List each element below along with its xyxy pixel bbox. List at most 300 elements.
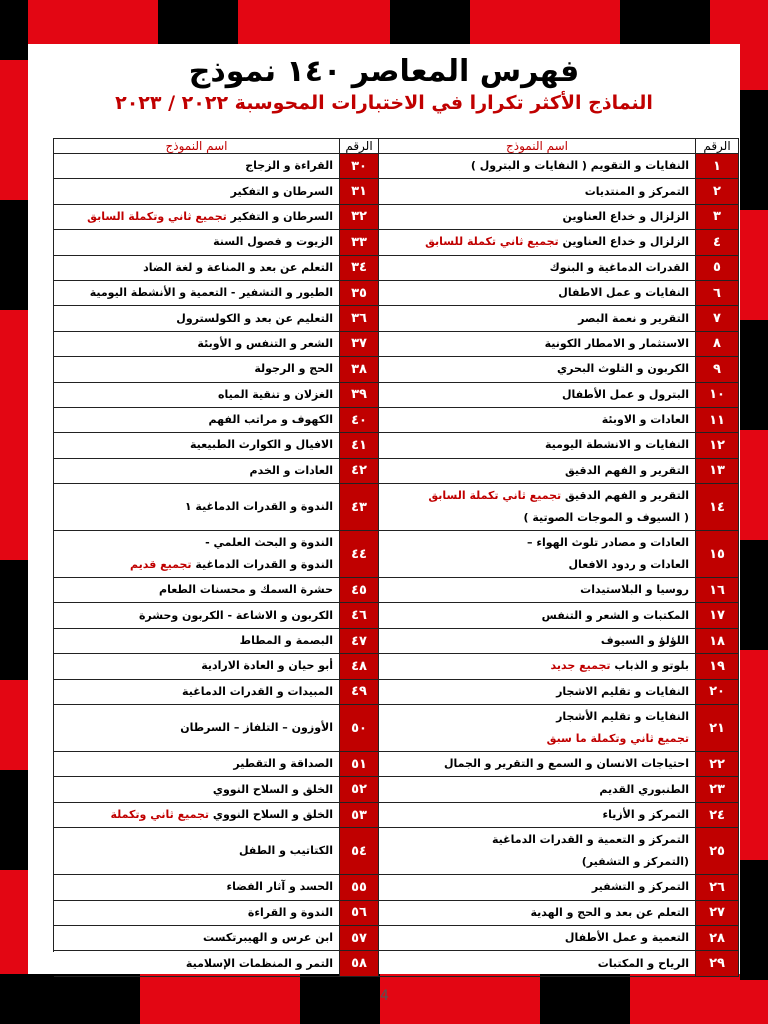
row-number: ٦ (695, 281, 739, 305)
model-name-line (383, 851, 689, 873)
model-title: بلوتو و الذباب (614, 659, 689, 673)
model-name-line (58, 496, 333, 518)
model-title: العادات و الخدم (249, 463, 333, 477)
model-name-line (58, 155, 333, 177)
table-row (54, 179, 379, 204)
row-number: ٤٥ (339, 578, 379, 602)
model-title: التقرير و الفهم الدقيق (564, 489, 689, 503)
border-stripe (0, 770, 28, 870)
row-model-name (54, 332, 339, 356)
header-number: الرقم (339, 139, 379, 153)
row-number: ١٠ (695, 383, 739, 407)
model-name-line (383, 308, 689, 330)
row-model-name (379, 752, 695, 776)
model-title: الطنبوري القديم (599, 782, 689, 796)
table-row (54, 578, 379, 603)
model-name-line (58, 605, 333, 627)
row-number: ٣٥ (339, 281, 379, 305)
row-model-name (379, 926, 695, 950)
table-row (54, 828, 379, 875)
model-name-line (383, 409, 689, 431)
table-row (379, 901, 739, 926)
row-model-name (379, 603, 695, 627)
row-model-name (379, 680, 695, 704)
header-name: اسم النموذج (505, 139, 569, 153)
table-row (379, 705, 739, 752)
row-number: ٢٨ (695, 926, 739, 950)
row-number: ٤٣ (339, 484, 379, 530)
row-number: ١٦ (695, 578, 739, 602)
model-title: الخلق و السلاح النووي (212, 782, 333, 796)
border-stripe (740, 540, 768, 650)
row-number: ٤ (695, 230, 739, 254)
row-model-name (379, 531, 695, 577)
model-title: التعلم عن بعد و المناعة و لغة الضاد (143, 260, 333, 274)
table-row (54, 875, 379, 900)
model-name-line (383, 257, 689, 279)
model-title: السرطان و التفكير (230, 184, 333, 198)
model-title: الندوة و القدرات الدماغية ١ (184, 500, 333, 514)
table-row (54, 531, 379, 578)
model-name-line (383, 282, 689, 304)
row-number: ٣٤ (339, 256, 379, 280)
model-note: تجميع ثاني وتكملة ما سبق (546, 732, 689, 746)
table-header (54, 138, 379, 154)
row-number: ٤٢ (339, 459, 379, 483)
row-number: ٢٣ (695, 777, 739, 801)
row-model-name (54, 531, 339, 577)
model-name-line (58, 554, 333, 576)
row-number: ٢٥ (695, 828, 739, 874)
row-model-name (54, 306, 339, 330)
row-number: ٤٧ (339, 629, 379, 653)
row-number: ٥٨ (339, 951, 379, 975)
row-number: ٤٨ (339, 654, 379, 678)
row-number: ٢٩ (695, 951, 739, 975)
row-number: ٤٤ (339, 531, 379, 577)
row-model-name (379, 901, 695, 925)
model-name-line (383, 384, 689, 406)
row-number: ٥٥ (339, 875, 379, 899)
model-name-line (383, 181, 689, 203)
model-title: الزلزال و خداع العناوين (562, 235, 689, 249)
row-model-name (379, 179, 695, 203)
row-model-name (54, 629, 339, 653)
table-row (379, 484, 739, 531)
border-stripe (0, 974, 140, 1024)
table-row (54, 256, 379, 281)
model-name-line (383, 630, 689, 652)
row-number: ٥ (695, 256, 739, 280)
model-title: الافيال و الكوارث الطبيعية (190, 438, 333, 452)
table-row (54, 926, 379, 951)
row-number: ٤١ (339, 433, 379, 457)
table-row (379, 281, 739, 306)
row-number: ٥٢ (339, 777, 379, 801)
row-model-name (379, 256, 695, 280)
table-row (54, 951, 379, 976)
model-title: التمركز و التعمية و القدرات الدماغية (491, 833, 689, 847)
row-model-name (379, 951, 695, 975)
index-table (53, 138, 739, 972)
table-row (379, 154, 739, 179)
model-title-continued: (التمركز و التشفير) (581, 855, 689, 869)
table-row (54, 459, 379, 484)
row-model-name (54, 828, 339, 874)
model-note: تجميع قديم (129, 558, 192, 572)
row-model-name (379, 154, 695, 178)
index-page (28, 44, 740, 974)
row-model-name (379, 357, 695, 381)
model-name-line (58, 902, 333, 924)
model-title-continued: الندوة و القدرات الدماغية (195, 558, 333, 572)
model-name-line (383, 779, 689, 801)
model-name-line (58, 308, 333, 330)
row-model-name (379, 230, 695, 254)
model-title: الكربون و التلوث البحري (557, 362, 689, 376)
row-model-name (54, 578, 339, 602)
row-number: ١٣ (695, 459, 739, 483)
row-number: ١٤ (695, 484, 739, 530)
table-row (379, 654, 739, 679)
row-model-name (54, 777, 339, 801)
row-model-name (379, 629, 695, 653)
row-number: ٥٧ (339, 926, 379, 950)
model-title: الشعر و التنفس و الأوبئة (197, 336, 333, 350)
model-name-line (58, 181, 333, 203)
row-number: ٣٧ (339, 332, 379, 356)
model-title-continued: ( السيوف و الموجات الصوتية ) (523, 511, 689, 525)
row-model-name (379, 777, 695, 801)
model-title: ابن عرس و الهيبرتكست (202, 931, 333, 945)
row-model-name (54, 654, 339, 678)
model-name-line (58, 384, 333, 406)
model-title: الكهوف و مراتب الفهم (208, 413, 333, 427)
model-title: النفايات و تقليم الأشجار (556, 710, 689, 724)
model-note: تجميع ثاني تكملة السابق (428, 489, 562, 503)
model-name-line (58, 717, 333, 739)
model-title: النفايات و التقويم ( النفايات و البترول ) (470, 159, 689, 173)
row-number: ٢ (695, 179, 739, 203)
table-row (54, 752, 379, 777)
row-model-name (379, 383, 695, 407)
model-title: المكتبات و الشعر و التنفس (541, 608, 689, 622)
table-row (54, 603, 379, 628)
row-number: ٣٦ (339, 306, 379, 330)
row-model-name (54, 383, 339, 407)
model-name-line (383, 927, 689, 949)
model-name-line (383, 829, 689, 851)
row-number: ٢٠ (695, 680, 739, 704)
model-title: الكتاتيب و الطفل (238, 844, 333, 858)
table-row (54, 408, 379, 433)
model-name-line (383, 605, 689, 627)
table-row (379, 459, 739, 484)
model-title: المبيدات و القدرات الدماغية (182, 684, 333, 698)
row-number: ٢٢ (695, 752, 739, 776)
model-title: حشرة السمك و محسنات الطعام (159, 583, 333, 597)
model-name-line (58, 840, 333, 862)
model-title: التقرير و نعمة البصر (578, 311, 689, 325)
table-row (379, 777, 739, 802)
row-number: ١٩ (695, 654, 739, 678)
row-model-name (54, 926, 339, 950)
row-number: ٥١ (339, 752, 379, 776)
row-number: ٤٠ (339, 408, 379, 432)
row-model-name (54, 705, 339, 751)
model-name-line (383, 155, 689, 177)
model-name-line (383, 681, 689, 703)
border-stripe (158, 0, 238, 44)
row-number: ٣٣ (339, 230, 379, 254)
model-name-line (383, 434, 689, 456)
model-title: العادات و مصادر تلوث الهواء – (527, 536, 689, 550)
model-name-line (383, 485, 689, 507)
table-row (54, 654, 379, 679)
table-row (54, 803, 379, 828)
table-row (379, 179, 739, 204)
model-title: أبو حيان و العادة الارادية (201, 659, 333, 673)
row-model-name (379, 205, 695, 229)
row-model-name (379, 654, 695, 678)
table-row (379, 408, 739, 433)
border-stripe (740, 320, 768, 430)
table-row (379, 926, 739, 951)
model-title: البصمة و المطاط (239, 634, 333, 648)
model-title: التمركز و المنتديات (584, 184, 689, 198)
table-row (379, 332, 739, 357)
row-number: ٩ (695, 357, 739, 381)
row-number: ٣٢ (339, 205, 379, 229)
row-model-name (54, 433, 339, 457)
row-model-name (54, 281, 339, 305)
model-title: الكربون و الاشاعة - الكربون وحشرة (138, 608, 333, 622)
header-name: اسم النموذج (165, 139, 228, 153)
model-title: الحج و الرجولة (254, 362, 333, 376)
model-name-line (58, 779, 333, 801)
model-title-continued: العادات و ردود الافعال (568, 558, 689, 572)
row-number: ١ (695, 154, 739, 178)
row-model-name (54, 408, 339, 432)
table-row (379, 383, 739, 408)
model-title: التمركز و التشفير (591, 880, 689, 894)
model-title: الخلق و السلاح النووي (212, 808, 333, 821)
table-row (54, 154, 379, 179)
table-row (379, 531, 739, 578)
model-title: الصداقة و التقطير (233, 757, 333, 771)
table-row (379, 230, 739, 255)
row-number: ٨ (695, 332, 739, 356)
model-name-line (383, 358, 689, 380)
row-number: ٢١ (695, 705, 739, 751)
model-name-line (58, 953, 333, 975)
table-row (54, 383, 379, 408)
row-number: ٢٧ (695, 901, 739, 925)
model-title: الحسد و آثار الفضاء (226, 880, 333, 894)
model-name-line (58, 434, 333, 456)
row-model-name (54, 875, 339, 899)
row-model-name (54, 603, 339, 627)
model-title: الزلزال و خداع العناوين (562, 209, 689, 223)
table-row (379, 433, 739, 458)
model-title: التعليم عن بعد و الكولسترول (176, 311, 333, 325)
model-name-line (383, 460, 689, 482)
model-name-line (58, 681, 333, 703)
row-model-name (379, 803, 695, 827)
border-stripe (740, 90, 768, 210)
model-name-line (383, 728, 689, 750)
table-row (379, 357, 739, 382)
model-title: الرياح و المكتبات (597, 956, 689, 970)
row-model-name (54, 357, 339, 381)
table-row (379, 578, 739, 603)
model-note: تجميع ثاني وتكملة (110, 808, 210, 821)
table-row (54, 230, 379, 255)
table-row (54, 484, 379, 531)
model-name-line (58, 753, 333, 775)
model-name-line (58, 333, 333, 355)
model-name-line (58, 630, 333, 652)
model-name-line (383, 953, 689, 975)
row-model-name (379, 332, 695, 356)
model-title: اللؤلؤ و السيوف (600, 634, 689, 648)
model-title: النفايات و الانشطة اليومية (544, 438, 689, 452)
border-stripe (620, 0, 710, 44)
border-stripe (300, 974, 380, 1024)
model-name-line (383, 206, 689, 228)
model-title: التمركز و الأزياء (602, 808, 689, 821)
table-row (379, 828, 739, 875)
row-model-name (54, 230, 339, 254)
table-row (54, 777, 379, 802)
row-model-name (54, 752, 339, 776)
model-name-line (58, 579, 333, 601)
row-number: ٣٨ (339, 357, 379, 381)
row-model-name (379, 433, 695, 457)
table-row (54, 901, 379, 926)
model-name-line (58, 231, 333, 253)
model-name-line (383, 902, 689, 924)
border-stripe (390, 0, 470, 44)
model-title: التعمية و عمل الأطفال (564, 931, 689, 945)
row-model-name (54, 154, 339, 178)
row-model-name (379, 705, 695, 751)
model-name-line (58, 927, 333, 949)
model-title: الندوة و القراءة (247, 905, 333, 919)
row-model-name (379, 306, 695, 330)
model-name-line (383, 333, 689, 355)
row-number: ٣٠ (339, 154, 379, 178)
row-model-name (54, 459, 339, 483)
table-row (54, 332, 379, 357)
row-model-name (379, 459, 695, 483)
table-header (379, 138, 739, 154)
table-left-column (54, 138, 379, 972)
page-subtitle: النماذج الأكثر تكرارا في الاختبارات المحوسبة ٢٠٢٢ / ٢٠٢٣ (115, 92, 653, 114)
row-number: ٧ (695, 306, 739, 330)
model-title: البترول و عمل الأطفال (561, 387, 689, 401)
border-stripe (740, 860, 768, 980)
model-name-line (383, 579, 689, 601)
row-model-name (379, 875, 695, 899)
row-model-name (54, 256, 339, 280)
model-title: الاستثمار و الامطار الكونية (544, 336, 689, 350)
model-title: الطيور و التشفير - التعمية و الأنشطة اليومية (89, 286, 333, 300)
table-row (379, 629, 739, 654)
row-number: ١٥ (695, 531, 739, 577)
model-name-line (58, 460, 333, 482)
table-right-column (379, 138, 739, 972)
model-title: احتياجات الانسان و السمع و التقرير و الجمال (443, 757, 689, 771)
model-note: تجميع ثاني وتكملة السابق (87, 209, 227, 223)
row-model-name (54, 901, 339, 925)
model-note: تجميع ثاني تكملة للسابق (425, 235, 559, 249)
table-row (54, 680, 379, 705)
model-title: الزيوت و فصول السنة (213, 235, 333, 249)
model-title: السرطان و التفكير (230, 209, 333, 223)
table-row (379, 875, 739, 900)
model-name-line (383, 507, 689, 529)
header-number: الرقم (695, 139, 739, 153)
model-name-line (383, 753, 689, 775)
border-stripe (0, 560, 28, 680)
model-name-line (383, 655, 689, 677)
model-name-line (58, 804, 333, 826)
table-row (54, 281, 379, 306)
row-model-name (379, 408, 695, 432)
row-model-name (379, 484, 695, 530)
row-model-name (54, 205, 339, 229)
row-number: ٣٩ (339, 383, 379, 407)
row-model-name (54, 680, 339, 704)
row-number: ٤٦ (339, 603, 379, 627)
model-name-line (383, 804, 689, 826)
model-name-line (383, 532, 689, 554)
page-number: 4 (380, 988, 389, 1004)
table-row (379, 803, 739, 828)
row-number: ٣١ (339, 179, 379, 203)
model-name-line (58, 358, 333, 380)
model-title: القراءة و الزجاج (245, 159, 333, 173)
row-model-name (54, 803, 339, 827)
model-title: النفايات و عمل الاطفال (558, 286, 689, 300)
table-row (54, 205, 379, 230)
page-title: فهرس المعاصر ١٤٠ نموذج (188, 54, 580, 89)
table-row (379, 256, 739, 281)
row-model-name (54, 179, 339, 203)
row-number: ٥٠ (339, 705, 379, 751)
row-number: ١٨ (695, 629, 739, 653)
model-name-line (58, 532, 333, 554)
row-number: ٥٦ (339, 901, 379, 925)
model-title: القدرات الدماغية و البنوك (549, 260, 689, 274)
row-number: ٤٩ (339, 680, 379, 704)
model-note: تجميع جديد (550, 659, 611, 673)
row-number: ١١ (695, 408, 739, 432)
model-name-line (383, 554, 689, 576)
row-number: ٥٤ (339, 828, 379, 874)
row-model-name (54, 951, 339, 975)
model-name-line (58, 655, 333, 677)
table-row (54, 433, 379, 458)
table-row (379, 205, 739, 230)
model-name-line (383, 706, 689, 728)
table-row (54, 306, 379, 331)
table-row (379, 603, 739, 628)
model-title: الأوزون – التلفاز – السرطان (180, 721, 333, 735)
table-row (379, 951, 739, 976)
row-model-name (379, 578, 695, 602)
